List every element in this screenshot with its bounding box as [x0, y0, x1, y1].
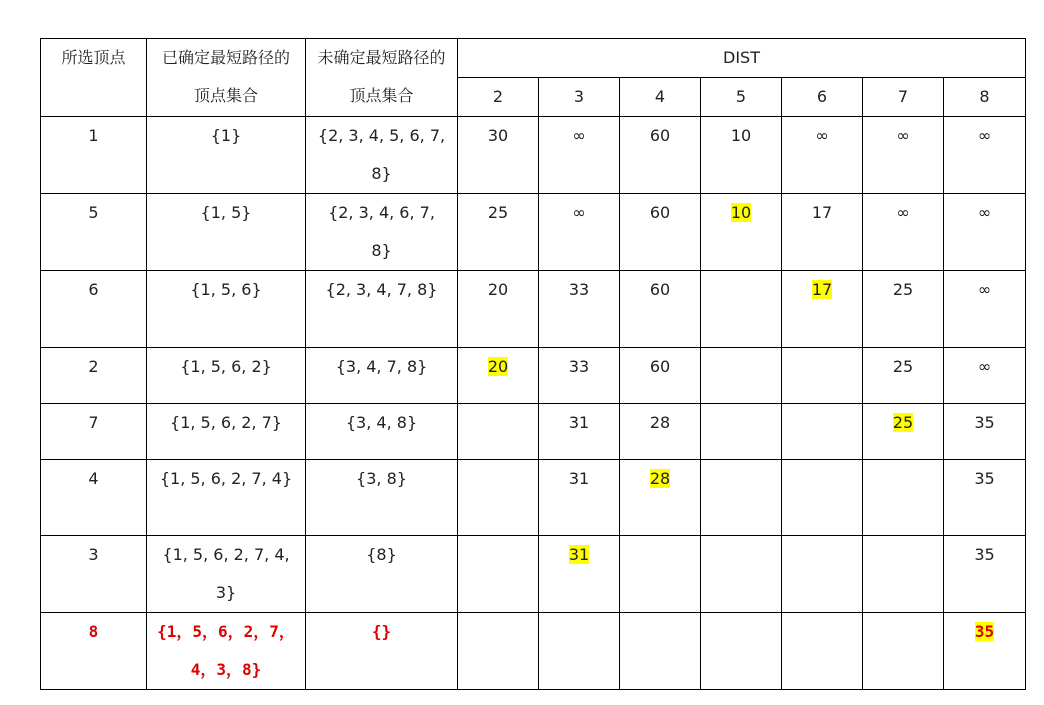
dist-value: 28: [649, 413, 671, 432]
dist-value-cell: [782, 613, 863, 690]
dist-value-cell: [539, 117, 620, 194]
dist-value: 31: [568, 545, 590, 564]
dist-value-cell: [620, 613, 701, 690]
undetermined-set-cell: {2, 3, 4, 6, 7, 8}: [306, 194, 458, 271]
dist-value-cell: [782, 460, 863, 536]
dist-value-cell: [458, 460, 539, 536]
dist-value: 31: [568, 413, 590, 432]
dist-value-cell: [620, 404, 701, 460]
undetermined-set-cell: {8}: [306, 536, 458, 613]
determined-set-cell: {1，5，6，2，7，4，3，8}: [147, 613, 306, 690]
dist-value-cell: [539, 460, 620, 536]
dist-value-cell: [539, 271, 620, 348]
determined-set-cell: {1, 5, 6, 2}: [147, 348, 306, 404]
table-row: [41, 536, 1026, 613]
selected-vertex-cell: 3: [41, 536, 147, 613]
dist-value-cell: [539, 348, 620, 404]
dist-value-cell: [701, 271, 782, 348]
dist-value-cell: [620, 194, 701, 271]
undetermined-set-cell: {3, 4, 7, 8}: [306, 348, 458, 404]
dist-value: 33: [568, 280, 590, 299]
dist-value: 25: [487, 203, 509, 222]
selected-vertex-cell: 5: [41, 194, 147, 271]
dist-value-cell: [863, 460, 944, 536]
dist-value: ∞: [572, 126, 586, 145]
dist-col-header: 2: [458, 78, 539, 117]
determined-set-cell: {1, 5, 6}: [147, 271, 306, 348]
dist-value-cell: [539, 536, 620, 613]
dist-value: 30: [487, 126, 509, 145]
dist-value-cell: [863, 117, 944, 194]
dist-value: 17: [811, 280, 833, 299]
dist-value: 35: [974, 622, 995, 641]
dist-value-cell: [863, 348, 944, 404]
header-selected-vertex: 所选顶点: [41, 39, 147, 117]
dist-value-cell: [782, 404, 863, 460]
table-row: [41, 271, 1026, 348]
dist-value: 35: [974, 545, 995, 564]
determined-set-cell: {1, 5}: [147, 194, 306, 271]
undetermined-set-cell: {}: [306, 613, 458, 690]
dist-value: ∞: [977, 357, 992, 376]
table-row: [41, 194, 1026, 271]
dist-value: 10: [730, 126, 752, 145]
dist-value: 10: [730, 203, 752, 222]
dist-value-cell: [863, 271, 944, 348]
dist-value: 20: [487, 280, 509, 299]
dist-value-cell: [782, 194, 863, 271]
determined-set-cell: {1}: [147, 117, 306, 194]
dist-value-cell: [539, 194, 620, 271]
table-row: [41, 613, 1026, 690]
dist-value-cell: [701, 460, 782, 536]
dist-value-cell: [701, 404, 782, 460]
dist-value: 33: [568, 357, 590, 376]
dist-col-header: 3: [539, 78, 620, 117]
dist-value-cell: [944, 536, 1026, 613]
dist-col-header: 4: [620, 78, 701, 117]
dist-value: 35: [974, 469, 995, 488]
dist-value: ∞: [572, 203, 586, 222]
dist-value: 60: [649, 126, 671, 145]
dist-value: 60: [649, 280, 671, 299]
determined-set-cell: {1, 5, 6, 2, 7, 4}: [147, 460, 306, 536]
dist-value: 17: [811, 203, 833, 222]
determined-set-cell: {1, 5, 6, 2, 7}: [147, 404, 306, 460]
dist-value-cell: [701, 348, 782, 404]
dist-value: 20: [487, 357, 509, 376]
dist-value-cell: [944, 404, 1026, 460]
dist-value-cell: [944, 271, 1026, 348]
undetermined-set-cell: {2, 3, 4, 7, 8}: [306, 271, 458, 348]
dist-value-cell: [782, 117, 863, 194]
selected-vertex-cell: 7: [41, 404, 147, 460]
dist-value-cell: [944, 348, 1026, 404]
table-row: [41, 348, 1026, 404]
selected-vertex-cell: 1: [41, 117, 147, 194]
dist-value-cell: [458, 271, 539, 348]
dist-value-cell: [539, 404, 620, 460]
dist-value-cell: [863, 536, 944, 613]
dist-col-header: 8: [944, 78, 1026, 117]
table-row: [41, 404, 1026, 460]
dist-value-cell: [620, 117, 701, 194]
dist-value-cell: [944, 613, 1026, 690]
dist-value-cell: [701, 536, 782, 613]
dist-value: ∞: [977, 126, 992, 145]
header-undetermined-set: 未确定最短路径的顶点集合: [306, 39, 458, 117]
dist-value-cell: [458, 194, 539, 271]
dist-value-cell: [782, 536, 863, 613]
dist-value-cell: [944, 117, 1026, 194]
dist-value-cell: [701, 613, 782, 690]
header-dist: DIST: [458, 39, 1026, 78]
dist-value: 60: [649, 357, 671, 376]
dist-value-cell: [620, 460, 701, 536]
dist-value-cell: [863, 194, 944, 271]
undetermined-set-cell: {3, 4, 8}: [306, 404, 458, 460]
dist-col-header: 6: [782, 78, 863, 117]
dist-value: 28: [649, 469, 671, 488]
dist-value-cell: [620, 536, 701, 613]
dist-value-cell: [620, 348, 701, 404]
dist-value: 31: [568, 469, 590, 488]
table-row: [41, 460, 1026, 536]
dist-value-cell: [458, 117, 539, 194]
dist-value: ∞: [896, 203, 910, 222]
dist-value-cell: [539, 613, 620, 690]
dist-col-header: 7: [863, 78, 944, 117]
dist-value: 60: [649, 203, 671, 222]
dist-value: ∞: [896, 126, 910, 145]
dist-col-header: 5: [701, 78, 782, 117]
selected-vertex-cell: 2: [41, 348, 147, 404]
selected-vertex-cell: 6: [41, 271, 147, 348]
dist-value-cell: [701, 117, 782, 194]
dist-value-cell: [701, 194, 782, 271]
determined-set-cell: {1, 5, 6, 2, 7, 4, 3}: [147, 536, 306, 613]
dist-value-cell: [944, 194, 1026, 271]
dist-value: ∞: [977, 203, 992, 222]
dist-value-cell: [458, 536, 539, 613]
dist-value: 35: [974, 413, 995, 432]
selected-vertex-cell: 8: [41, 613, 147, 690]
dist-value-cell: [782, 348, 863, 404]
dist-value: 25: [892, 413, 914, 432]
dist-value-cell: [863, 404, 944, 460]
dist-value: ∞: [815, 126, 829, 145]
dist-value-cell: [458, 613, 539, 690]
dist-value: 25: [892, 280, 914, 299]
dist-value: ∞: [977, 280, 992, 299]
dist-value-cell: [944, 460, 1026, 536]
dist-value-cell: [458, 404, 539, 460]
dist-value-cell: [620, 271, 701, 348]
table-row: [41, 117, 1026, 194]
undetermined-set-cell: {3, 8}: [306, 460, 458, 536]
undetermined-set-cell: {2, 3, 4, 5, 6, 7, 8}: [306, 117, 458, 194]
selected-vertex-cell: 4: [41, 460, 147, 536]
dist-value: 25: [892, 357, 914, 376]
dist-value-cell: [863, 613, 944, 690]
dist-value-cell: [458, 348, 539, 404]
dist-value-cell: [782, 271, 863, 348]
dijkstra-table: [40, 38, 1026, 690]
header-determined-set: 已确定最短路径的顶点集合: [147, 39, 306, 117]
